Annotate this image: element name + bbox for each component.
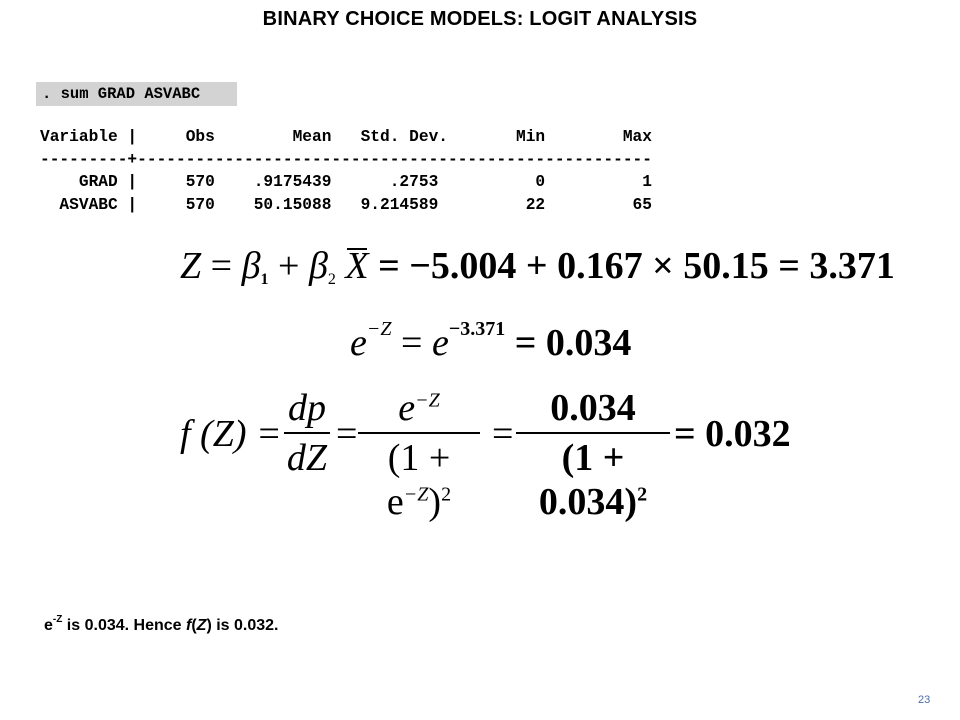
footnote-f: f xyxy=(186,617,192,634)
eq3-result: = 0.032 xyxy=(674,413,791,455)
page-number: 23 xyxy=(918,694,931,706)
eq3-lhs: f (Z) = xyxy=(180,413,282,455)
eq3-frac-dpdz xyxy=(284,386,330,480)
eq2-exp2: −3.371 xyxy=(448,318,506,340)
eq2-result: = 0.034 xyxy=(514,322,632,364)
stata-row-asvabc: ASVABC | 570 50.15088 9.214589 22 65 xyxy=(40,195,652,214)
eq3-den2: $(1 + e^{-Z})^2$ xyxy=(386,437,452,523)
footnote-exp: -Z xyxy=(52,614,63,625)
equation-z xyxy=(180,244,895,289)
equation-fz xyxy=(180,386,791,523)
eq1-lhs: Z xyxy=(180,245,202,287)
stata-header: Variable | Obs Mean Std. Dev. Min Max xyxy=(40,128,652,146)
footnote-z: Z xyxy=(196,617,207,634)
equation-exp xyxy=(350,318,631,365)
stata-output xyxy=(40,126,652,216)
eq2-base1: e xyxy=(350,322,367,364)
eq3-frac-value xyxy=(516,386,670,524)
footnote xyxy=(44,614,278,635)
footnote-text2: is 0.032. xyxy=(211,617,279,634)
eq1-sub1: 1 xyxy=(260,271,269,288)
eq3-equals1: = xyxy=(336,413,358,455)
eq2-equals: = xyxy=(401,322,423,364)
eq3-num3: 0.034 xyxy=(550,387,636,429)
eq3-line2 xyxy=(358,432,480,434)
eq2-exp1: −Z xyxy=(366,318,392,340)
eq2-base2: e xyxy=(431,322,449,364)
eq1-equals: = xyxy=(210,245,233,287)
eq1-plus: + xyxy=(278,245,300,287)
footnote-text1: is 0.034. Hence xyxy=(62,617,186,634)
stata-separator: ---------+----------------------------------------------------- xyxy=(40,150,652,169)
eq3-line3 xyxy=(516,432,670,434)
eq3-line1 xyxy=(284,432,330,434)
eq3-frac-exp xyxy=(358,386,480,524)
stata-row-grad: GRAD | 570 .9175439 .2753 0 1 xyxy=(40,173,652,191)
stata-command: . sum GRAD ASVABC xyxy=(36,82,237,106)
eq3-den3: $(1 + 0.034)^2$ xyxy=(538,437,648,523)
eq3-num2: $e^{-Z}$ xyxy=(398,387,440,429)
eq1-beta1: β xyxy=(241,245,261,287)
footnote-base: e xyxy=(44,617,53,634)
eq3-equals2: = xyxy=(492,413,514,455)
eq3-dz: dZ xyxy=(286,437,328,479)
eq1-sub2: 2 xyxy=(327,271,336,288)
eq3-dp: dp xyxy=(288,387,326,429)
eq1-rhs: = −5.004 + 0.167 × 50.15 = 3.371 xyxy=(378,245,895,287)
eq1-xbar: X xyxy=(345,245,369,287)
slide-title: BINARY CHOICE MODELS: LOGIT ANALYSIS xyxy=(262,8,698,30)
eq1-beta2: β xyxy=(308,245,328,287)
footnote-paren-open: ( xyxy=(191,617,197,634)
footnote-paren-close: ) xyxy=(206,617,212,634)
